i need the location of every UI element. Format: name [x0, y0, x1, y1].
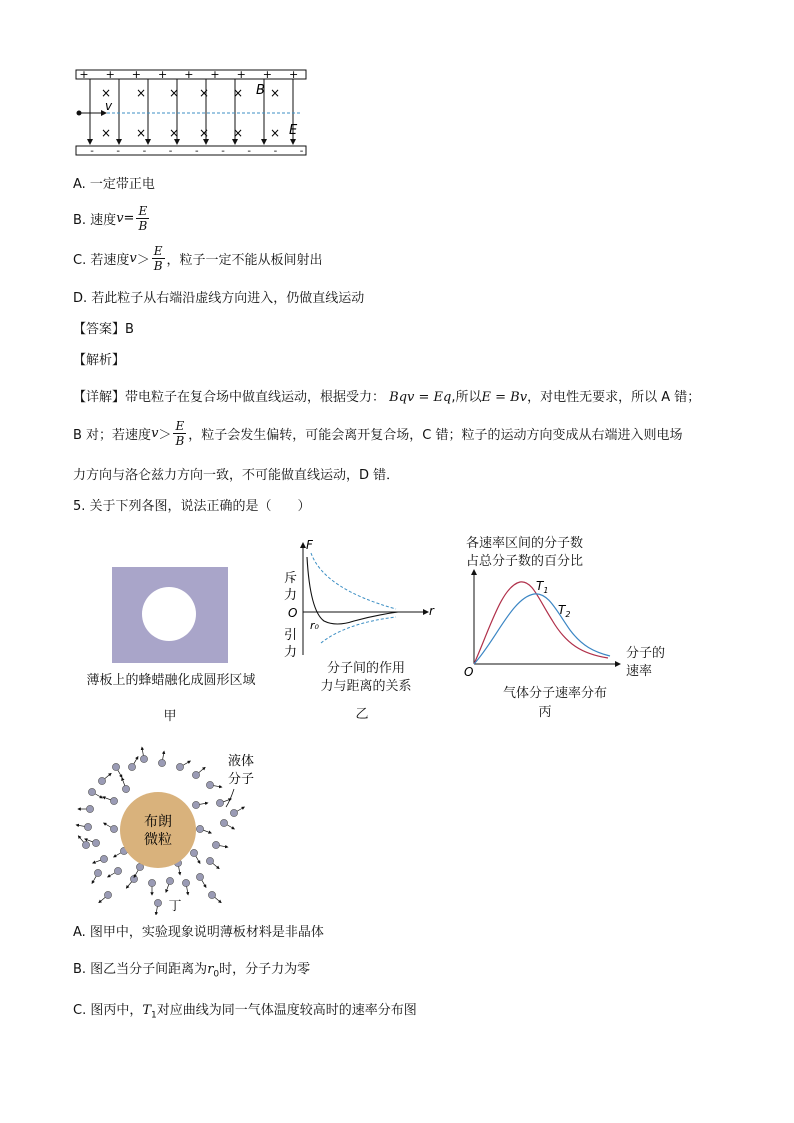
liquid-molecule — [98, 777, 105, 784]
repulse-char-1: 斥 — [284, 571, 298, 586]
liquid-molecule — [130, 875, 137, 882]
liquid-molecule — [166, 877, 173, 884]
liquid-molecule — [110, 797, 117, 804]
liquid-molecule — [208, 891, 215, 898]
b-field-cross: × — [269, 86, 281, 100]
liquid-molecule — [128, 763, 135, 770]
minus-sign: - — [273, 146, 278, 157]
minus-sign: - — [142, 146, 147, 157]
detail-gt: ＞ — [158, 427, 172, 443]
attraction-dashed-curve — [321, 617, 396, 643]
option-b-var: v — [116, 210, 124, 226]
option-c-q5-sub: 1 — [151, 1010, 157, 1021]
liquid-molecule — [140, 755, 147, 762]
detail-label: 【详解】 — [73, 390, 126, 405]
v-label: v — [105, 99, 113, 113]
detail-text: 带电粒子在复合场中做直线运动，根据受力： — [125, 390, 386, 405]
fraction-e-over-b: $\frac{E}{B}$ — [175, 418, 185, 448]
option-a-q5: A. 图甲中，实验现象说明薄板材料是非晶体 — [73, 925, 324, 940]
detail-text: ，对电性无要求，所以 A 错； — [527, 390, 701, 405]
fig-bing-caption: 气体分子速率分布 — [502, 686, 607, 701]
repulse-char-2: 力 — [284, 588, 298, 603]
minus-sign: - — [247, 146, 252, 157]
plus-sign: + — [288, 68, 299, 81]
liquid-molecule — [86, 805, 93, 812]
melted-circle — [142, 587, 196, 641]
fraction-e-over-b: $\frac{E}{B}$ — [153, 243, 163, 273]
minus-sign: - — [168, 146, 173, 157]
option-c-var: v — [129, 250, 137, 266]
b-field-cross: × — [100, 86, 112, 100]
plus-sign: + — [79, 68, 89, 81]
option-d-q4: D. 若此粒子从右端沿虚线方向进入，仍做直线运动 — [73, 291, 365, 306]
fig-yi-force-curve — [276, 537, 446, 662]
option-b-q5-sub: 0 — [213, 969, 220, 980]
option-b-q5-text: B. 图乙当分子间距离为 — [73, 962, 208, 977]
option-c-suffix: ，粒子一定不能从板间射出 — [166, 252, 323, 268]
fig-yi-label: 乙 — [355, 707, 369, 722]
liquid-molecule — [230, 809, 237, 816]
plus-sign: + — [210, 68, 220, 81]
option-c-q5-text: C. 图丙中， — [73, 1003, 143, 1018]
fig-jia-plate — [112, 567, 228, 663]
minus-sign: - — [299, 146, 304, 157]
liquid-label-2: 分子 — [228, 772, 255, 787]
option-c-q5-suffix: 对应曲线为同一气体温度较高时的速率分布图 — [156, 1003, 417, 1018]
b-field-cross: × — [100, 126, 112, 140]
liquid-molecule — [82, 841, 89, 848]
option-b-text: B. 速度 — [73, 212, 117, 228]
option-c-q4 — [73, 240, 323, 276]
particle-label-2: 微粒 — [144, 832, 172, 848]
liquid-molecule — [88, 788, 95, 795]
fig-bing-ylabel — [466, 535, 616, 571]
option-b-q5-suffix: 时，分子力为零 — [219, 962, 311, 977]
option-b-q5-var: r — [207, 962, 214, 977]
b-field-cross: × — [135, 126, 147, 140]
fig-bing-xlabel — [626, 645, 676, 681]
fraction-e-over-b: $\frac{E}{B}$ — [138, 203, 148, 233]
b-field-cross: × — [232, 126, 244, 140]
plus-sign: + — [184, 68, 194, 81]
equation-bqv-eq: Bqv = Eq — [389, 390, 452, 405]
bottom-plate — [76, 146, 306, 155]
b-field-cross: × — [232, 86, 244, 100]
minus-sign: - — [194, 146, 199, 157]
detail-text: ，粒子会发生偏转，可能会离开复合场，C 错；粒子的运动方向变成从右端进入则电场 — [188, 427, 683, 443]
fig-yi-caption — [306, 660, 426, 696]
fig-bing-label: 丙 — [538, 705, 552, 720]
fig-bing-ylabel-line-2: 占总分子数的百分比 — [466, 554, 584, 569]
fig-jia-label: 甲 — [163, 709, 177, 724]
answer-label: 【答案】 — [73, 322, 126, 337]
detail-line-2 — [73, 415, 682, 451]
liquid-molecule — [212, 841, 219, 848]
liquid-molecule — [206, 857, 213, 864]
f-axis-label: F — [306, 538, 313, 552]
fig-bing-ylabel-line-1: 各速率区间的分子数 — [466, 536, 584, 551]
velocity-selector-figure — [70, 64, 310, 160]
r0-label: r₀ — [310, 619, 319, 632]
liquid-pointer-line — [226, 789, 234, 807]
plus-sign: + — [157, 68, 168, 81]
liquid-molecule — [110, 825, 117, 832]
liquid-molecule — [182, 879, 189, 886]
plus-sign: + — [131, 68, 142, 81]
b-field-cross: × — [198, 86, 210, 100]
t2-label: $T_2$ — [558, 603, 571, 619]
liquid-molecule — [216, 799, 223, 806]
b-field-cross: × — [168, 126, 180, 140]
liquid-molecule — [104, 891, 111, 898]
answer-value: B — [125, 322, 134, 337]
brownian-particle — [120, 792, 196, 868]
analysis-label: 【解析】 — [73, 353, 126, 368]
option-c-gt: ＞ — [136, 252, 150, 268]
option-c-q5 — [73, 999, 417, 1021]
fig-yi-caption-line-2: 力与距离的关系 — [320, 679, 412, 694]
fig-jia-caption: 薄板上的蜂蜡融化成圆形区域 — [86, 673, 256, 688]
detail-line-1 — [73, 386, 700, 405]
liquid-molecule — [192, 801, 199, 808]
liquid-molecule — [112, 763, 119, 770]
fig-ding-label: 丁 — [168, 899, 182, 914]
bing-origin: O — [464, 665, 474, 679]
b-field-cross: × — [269, 126, 281, 140]
equation-e-bv: E = Bv — [481, 390, 528, 405]
detail-line-3: 力方向与洛仑兹力方向一致，不可能做直线运动，D 错． — [73, 468, 400, 483]
liquid-molecule — [196, 873, 203, 880]
fig-bing-xlabel-line-2: 速率 — [626, 664, 653, 679]
r-axis-label: r — [429, 604, 434, 618]
repulsion-dashed-curve — [311, 553, 396, 609]
plus-sign: + — [262, 68, 273, 81]
liquid-molecule — [176, 763, 183, 770]
fig-ding-brownian — [74, 745, 274, 915]
attract-char-2: 力 — [284, 645, 298, 660]
liquid-molecule — [94, 869, 101, 876]
liquid-molecule — [84, 823, 91, 830]
liquid-molecule — [114, 867, 121, 874]
attract-char-1: 引 — [284, 628, 298, 643]
minus-sign: - — [90, 146, 94, 157]
liquid-molecule — [206, 781, 213, 788]
b-label: B — [256, 83, 265, 98]
option-b-eq: = — [123, 210, 135, 226]
question-5-stem: 5. 关于下列各图，说法正确的是（ ） — [73, 499, 311, 514]
liquid-molecule — [220, 819, 227, 826]
origin-label: O — [288, 606, 298, 620]
t1-label: $T_1$ — [536, 579, 549, 595]
b-field-cross: × — [135, 86, 147, 100]
liquid-molecule — [92, 839, 99, 846]
option-b-q4 — [73, 200, 151, 236]
liquid-molecule — [148, 879, 155, 886]
option-c-text: C. 若速度 — [73, 252, 130, 268]
liquid-molecule — [192, 771, 199, 778]
liquid-label-1: 液体 — [228, 754, 255, 769]
liquid-molecule — [100, 855, 107, 862]
minus-sign: - — [116, 146, 121, 157]
detail-text: B 对；若速度 — [73, 427, 152, 443]
b-field-cross: × — [168, 86, 180, 100]
fig-bing-xlabel-line-1: 分子的 — [626, 646, 666, 661]
fig-yi-caption-line-1: 分子间的作用 — [326, 661, 405, 676]
minus-sign: - — [221, 146, 225, 157]
plus-sign: + — [105, 68, 115, 81]
option-b-q5 — [73, 958, 310, 980]
fig-bing-speed-distribution — [460, 568, 630, 680]
option-c-q5-var: T — [142, 1003, 152, 1018]
option-a-q4: A. 一定带正电 — [73, 177, 155, 192]
plus-signs — [79, 68, 298, 81]
net-force-curve — [307, 557, 398, 624]
plus-sign: + — [236, 68, 246, 81]
answer-line — [73, 318, 134, 337]
liquid-molecule — [196, 825, 203, 832]
particle-label-1: 布朗 — [144, 814, 172, 830]
liquid-molecule — [190, 849, 197, 856]
b-field-cross: × — [198, 126, 210, 140]
liquid-molecule — [122, 785, 129, 792]
detail-var: v — [151, 425, 159, 441]
detail-text: ,所以 — [451, 390, 482, 405]
liquid-molecule — [158, 759, 165, 766]
e-label: E — [289, 123, 298, 138]
